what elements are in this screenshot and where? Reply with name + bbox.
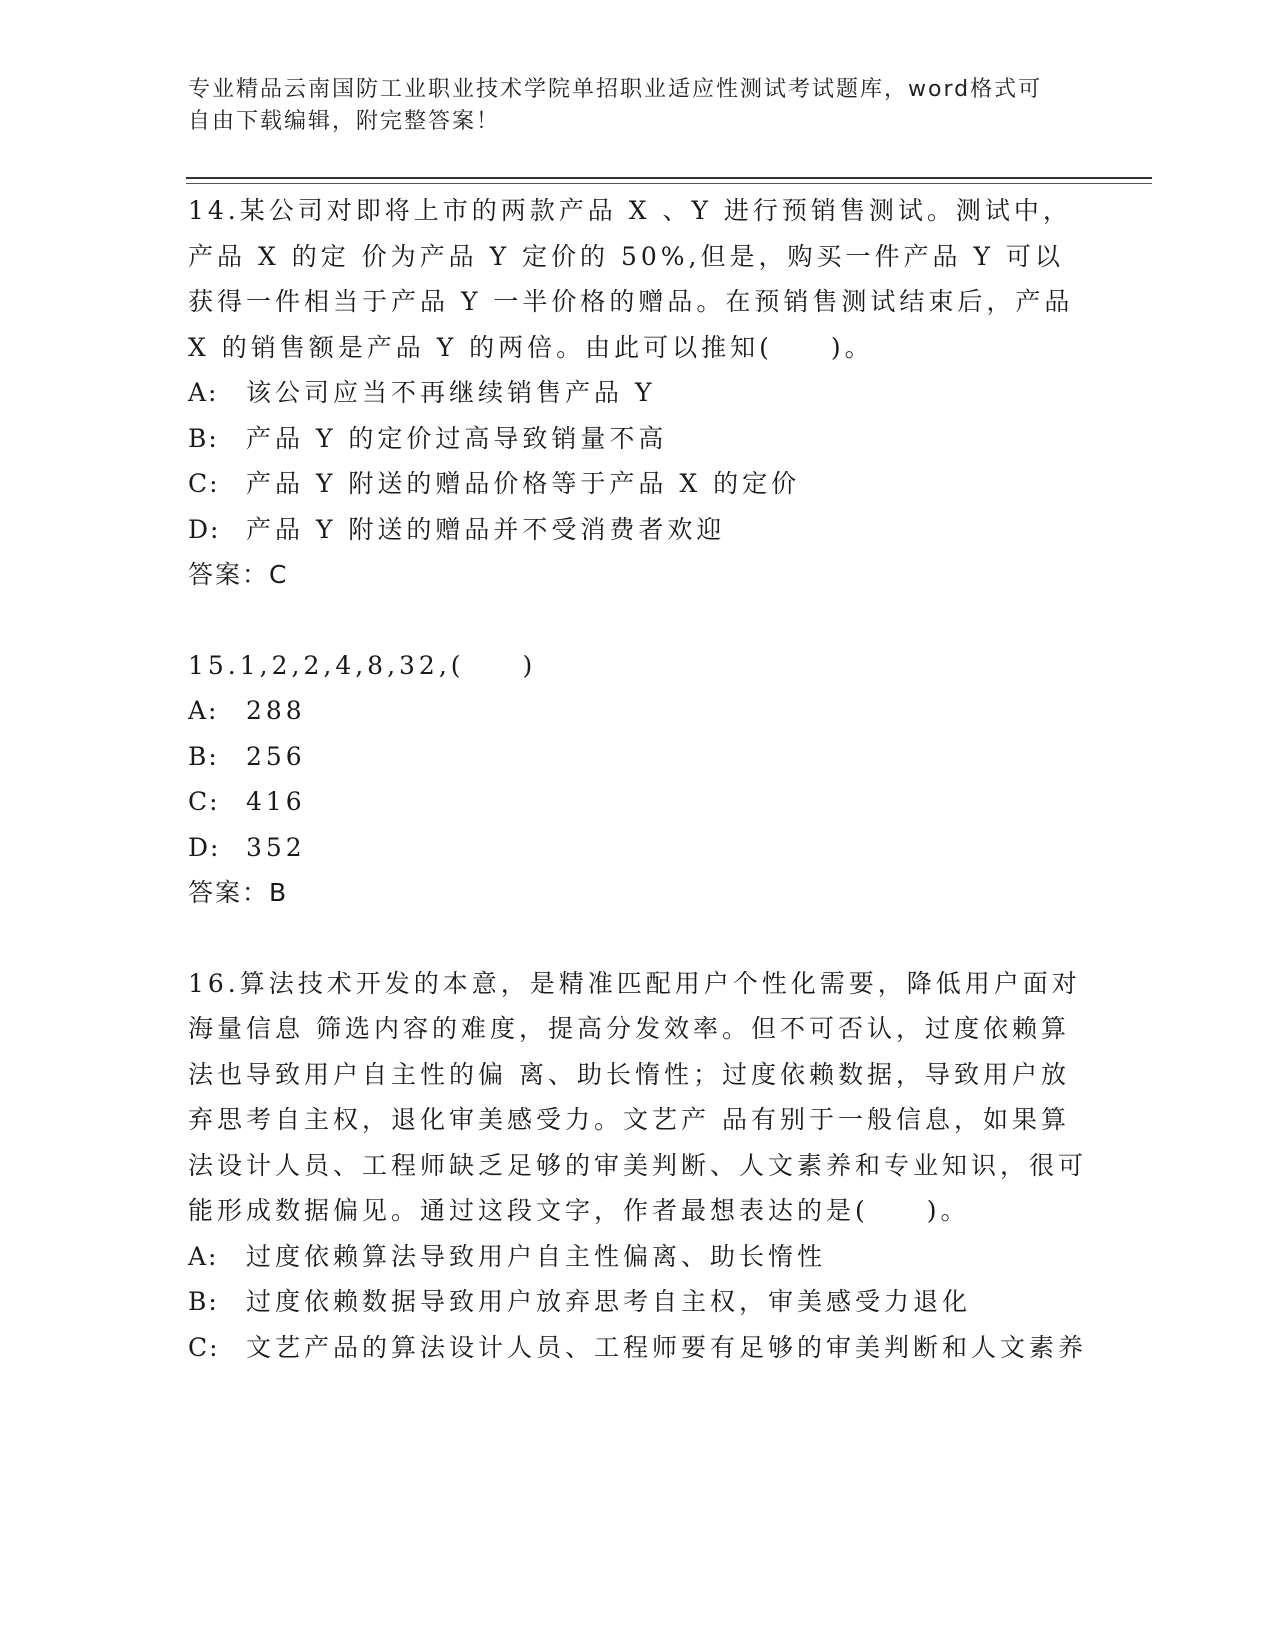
option-text: 过度依赖算法导致用户自主性偏离、助长惰性 bbox=[246, 1241, 827, 1271]
option-b bbox=[188, 734, 1088, 780]
option-c bbox=[188, 1325, 1088, 1371]
header-line-1: 专业精品云南国防工业职业技术学院单招职业适应性测试考试题库，word格式可 bbox=[188, 77, 1043, 102]
question-14 bbox=[188, 188, 1088, 598]
page-header bbox=[188, 74, 1088, 138]
option-a bbox=[188, 688, 1088, 734]
option-text: 该公司应当不再继续销售产品 Y bbox=[246, 378, 656, 407]
option-text: 416 bbox=[246, 787, 306, 816]
option-c bbox=[188, 779, 1088, 825]
option-label: A: bbox=[188, 378, 219, 407]
option-c bbox=[188, 461, 1088, 507]
option-d bbox=[188, 507, 1088, 553]
question-stem: 14.某公司对即将上市的两款产品 X 、Y 进行预销售测试。测试中，产品 X 的定 价为产品 Y 定价的 50%,但是，购买一件产品 Y 可以获得一件相当于产品 Y 一半价格的赠品。在预销售测试结束后，产品 X 的销售额是产品 Y 的两倍。由此可以推知( )。 bbox=[188, 196, 1074, 362]
option-text: 产品 Y 的定价过高导致销量不高 bbox=[246, 423, 668, 453]
question-16 bbox=[188, 961, 1088, 1371]
option-b bbox=[188, 1279, 1088, 1325]
answer: 答案：B bbox=[188, 878, 289, 907]
option-label: B: bbox=[188, 423, 219, 453]
option-d bbox=[188, 825, 1088, 871]
question-stem: 16.算法技术开发的本意，是精准匹配用户个性化需要，降低用户面对海量信息 筛选内容的难度，提高分发效率。但不可否认，过度依赖算法也导致用户自主性的偏 离、助长惰性；过度依赖数据，导致用户放弃思考自主权，退化审美感受力。文艺产 品有别于一般信息，如果算法设计人员、工程师缺乏足够的审美判断、人文素养和专业知识，很可能形成数据偏见。通过这段文字，作者最想表达的是( )。 bbox=[188, 968, 1088, 1225]
spacer bbox=[188, 598, 1088, 643]
option-a bbox=[188, 1234, 1088, 1280]
option-label: B: bbox=[188, 741, 219, 771]
header-line-2: 自由下载编辑，附完整答案！ bbox=[188, 109, 501, 134]
option-label: A: bbox=[188, 1241, 219, 1271]
header-divider-thin bbox=[186, 183, 1152, 184]
option-text: 过度依赖数据导致用户放弃思考自主权，审美感受力退化 bbox=[246, 1287, 972, 1316]
header-divider-thick bbox=[186, 177, 1152, 179]
option-label: D: bbox=[188, 832, 221, 862]
option-label: B: bbox=[188, 1287, 219, 1316]
option-text: 文艺产品的算法设计人员、工程师要有足够的审美判断和人文素养 bbox=[246, 1332, 1088, 1362]
option-label: C: bbox=[188, 1332, 220, 1362]
option-a bbox=[188, 370, 1088, 416]
option-b bbox=[188, 416, 1088, 462]
question-stem: 15.1,2,2,4,8,32,( ) bbox=[188, 650, 537, 680]
option-label: C: bbox=[188, 469, 220, 498]
option-text: 256 bbox=[246, 741, 306, 771]
question-list bbox=[188, 188, 1088, 1370]
answer: 答案：C bbox=[188, 560, 289, 589]
spacer bbox=[188, 916, 1088, 961]
question-15 bbox=[188, 643, 1088, 916]
option-label: A: bbox=[188, 696, 219, 725]
option-label: D: bbox=[188, 514, 221, 544]
option-text: 288 bbox=[246, 696, 306, 725]
option-text: 产品 Y 附送的赠品价格等于产品 X 的定价 bbox=[246, 469, 801, 498]
option-text: 352 bbox=[246, 832, 306, 862]
option-text: 产品 Y 附送的赠品并不受消费者欢迎 bbox=[246, 514, 726, 544]
option-label: C: bbox=[188, 787, 220, 816]
